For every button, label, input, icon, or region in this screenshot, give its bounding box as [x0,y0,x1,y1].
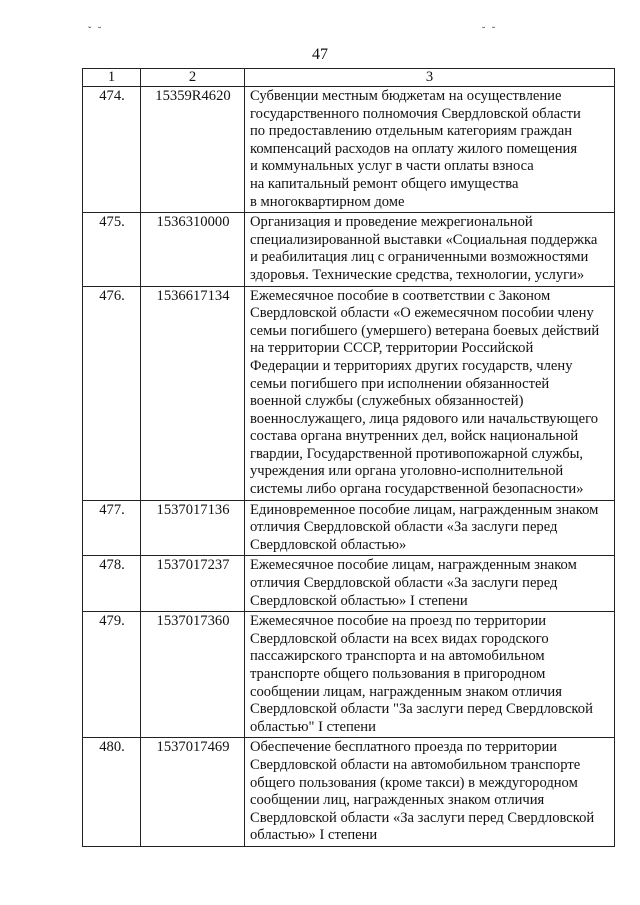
table-header-row [83,69,615,87]
expense-description: Обеспечение бесплатного проезда по территории Свердловской области на автомобильном транспорте общего пользования (кроме такси) в междугородном сообщении лиц, награжденных знаком отличия Свердловской области «За заслуги перед Свердловской областью» I степени [245,738,615,847]
table-row [83,213,615,286]
row-number: 479. [83,612,141,738]
scan-mark-right: ˘ ˘ [482,26,498,37]
classification-code: 15359R4620 [141,87,245,213]
table-row [83,612,615,738]
column-header-2: 2 [141,69,245,87]
table-row [83,738,615,847]
page-number: 47 [312,46,328,63]
row-number: 477. [83,500,141,556]
row-number: 478. [83,556,141,612]
classification-code: 1536617134 [141,286,245,500]
expense-description: Ежемесячное пособие в соответствии с Законом Свердловской области «О ежемесячном пособии члену семьи погибшего (умершего) ветерана боевых действий на территории СССР, территории Российской Федерации и территориях других государств, члену семьи погибшего при исполнении обязанностей военной службы (служебных обязанностей) военнослужащего, лица рядового или начальствующего состава органа внутренних дел, войск национальной гвардии, Государственной противопожарной службы, учреждения или органа уголовно-исполнительной системы либо органа государственной безопасности» [245,286,615,500]
budget-classification-table [82,68,615,847]
classification-code: 1537017360 [141,612,245,738]
row-number: 475. [83,213,141,286]
table-row [83,286,615,500]
expense-description: Ежемесячное пособие на проезд по территории Свердловской области на всех видах городского пассажирского транспорта и на автомобильном транспорте общего пользования в пригородном сообщении лицам, награжденным знаком отличия Свердловской области "За заслуги перед Свердловской областью" I степени [245,612,615,738]
column-header-3: 3 [245,69,615,87]
classification-code: 1536310000 [141,213,245,286]
column-header-1: 1 [83,69,141,87]
expense-description: Единовременное пособие лицам, награжденным знаком отличия Свердловской области «За заслуги перед Свердловской областью» [245,500,615,556]
table-row [83,87,615,213]
scan-mark-left: ˇ ˘ [88,26,104,37]
expense-description: Субвенции местным бюджетам на осуществление государственного полномочия Свердловской области по предоставлению отдельным категориям граждан компенсаций расходов на оплату жилого помещения и коммунальных услуг в части оплаты взноса на капитальный ремонт общего имущества в многоквартирном доме [245,87,615,213]
expense-description: Организация и проведение межрегиональной специализированной выставки «Социальная поддержка и реабилитация лиц с ограниченными возможностями здоровья. Технические средства, технологии, услуги» [245,213,615,286]
row-number: 480. [83,738,141,847]
row-number: 474. [83,87,141,213]
table-row [83,556,615,612]
row-number: 476. [83,286,141,500]
table-row [83,500,615,556]
classification-code: 1537017237 [141,556,245,612]
classification-code: 1537017469 [141,738,245,847]
classification-code: 1537017136 [141,500,245,556]
expense-description: Ежемесячное пособие лицам, награжденным знаком отличия Свердловской области «За заслуги перед Свердловской областью» I степени [245,556,615,612]
